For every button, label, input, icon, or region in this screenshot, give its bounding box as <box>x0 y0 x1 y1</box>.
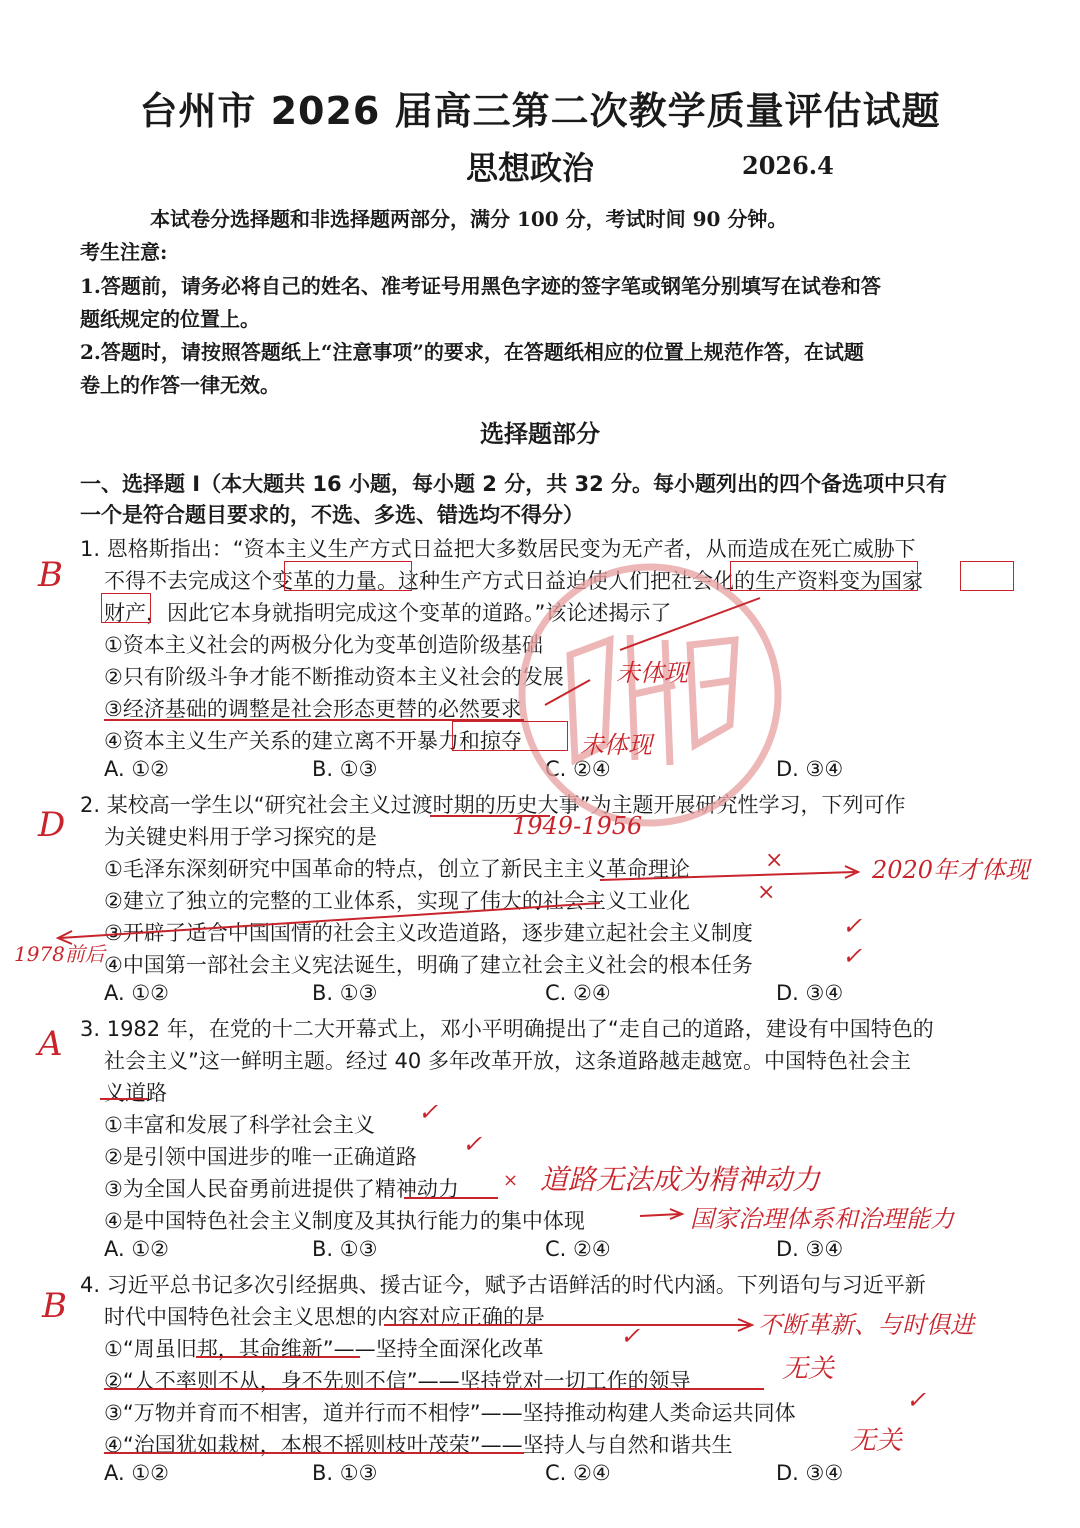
pen-box <box>284 561 412 591</box>
handwritten-note: 未体现 <box>616 659 688 687</box>
notice-1-line-2: 题纸规定的位置上。 <box>80 307 260 331</box>
handwritten-note: 1978前后 <box>14 942 105 966</box>
choice-c: C. ②④ <box>545 1461 611 1485</box>
handwritten-note: 2020年才体现 <box>872 856 1030 884</box>
statement-item: ③“万物并育而不相害，道并行而不相悖”——坚持推动构建人类命运共同体 <box>104 1401 796 1425</box>
handwritten-note: 不断革新、与时俱进 <box>758 1311 974 1339</box>
handwritten-note: 国家治理体系和治理能力 <box>690 1205 954 1233</box>
question-stem-line: 社会主义”这一鲜明主题。经过 40 多年改革开放，这条道路越走越宽。中国特色社会主 <box>104 1049 911 1073</box>
choice-c: C. ②④ <box>545 1237 611 1261</box>
pen-box <box>101 593 151 623</box>
exam-date: 2026.4 <box>742 151 834 180</box>
check-mark: ✓ <box>620 1322 641 1350</box>
statement-item: ②建立了独立的完整的工业体系，实现了伟大的社会主义工业化 <box>104 889 690 913</box>
part-heading-line-1: 一、选择题 I（本大题共 16 小题，每小题 2 分，共 32 分。每小题列出的四个备选项中只有 <box>80 472 948 496</box>
subject-title: 思想政治 <box>466 149 595 187</box>
choice-c: C. ②④ <box>545 981 611 1005</box>
section-title: 选择题部分 <box>480 420 600 448</box>
notice-label: 考生注意: <box>80 240 168 264</box>
statement-item: ②只有阶级斗争才能不断推动资本主义社会的发展 <box>104 665 564 689</box>
choice-a: A. ①② <box>104 1461 169 1485</box>
pen-underline <box>404 1197 498 1199</box>
statement-item: ①毛泽东深刻研究中国革命的特点，创立了新民主主义革命理论 <box>104 857 690 881</box>
choice-d: D. ③④ <box>776 757 844 781</box>
statement-item: ①“周虽旧邦，其命维新”——坚持全面深化改革 <box>104 1337 544 1361</box>
handwritten-answer: B <box>38 555 63 595</box>
handwritten-answer: B <box>42 1286 67 1326</box>
check-mark: ✓ <box>842 912 863 940</box>
choice-b: B. ①③ <box>312 1237 378 1261</box>
question-stem-line: 为关键史料用于学习探究的是 <box>104 825 377 849</box>
statement-item: ③开辟了适合中国国情的社会主义改造道路，逐步建立起社会主义制度 <box>104 921 753 945</box>
choice-d: D. ③④ <box>776 1461 844 1485</box>
check-mark: ✓ <box>418 1098 439 1126</box>
statement-item: ④资本主义生产关系的建立离不开暴力和掠夺 <box>104 729 522 753</box>
pen-underline <box>196 1356 360 1358</box>
statement-item: ②是引领中国进步的唯一正确道路 <box>104 1145 417 1169</box>
notice-2-line-1: 2.答题时，请按照答题纸上“注意事项”的要求，在答题纸相应的位置上规范作答，在试题 <box>80 340 864 364</box>
pen-box <box>960 561 1014 591</box>
question-stem-line: 义道路 <box>104 1081 167 1105</box>
choice-c: C. ②④ <box>545 757 611 781</box>
choice-a: A. ①② <box>104 757 169 781</box>
statement-item: ④中国第一部社会主义宪法诞生，明确了建立社会主义社会的根本任务 <box>104 953 753 977</box>
choice-d: D. ③④ <box>776 1237 844 1261</box>
choice-d: D. ③④ <box>776 981 844 1005</box>
statement-item: ④是中国特色社会主义制度及其执行能力的集中体现 <box>104 1209 585 1233</box>
pen-box <box>730 561 918 591</box>
question-stem-line: 1. 恩格斯指出：“资本主义生产方式日益把大多数居民变为无产者，从而造成在死亡威胁下 <box>80 537 916 561</box>
choice-a: A. ①② <box>104 981 169 1005</box>
check-mark: ✓ <box>462 1130 483 1158</box>
question-stem-line: 时代中国特色社会主义思想的内容对应正确的是 <box>104 1305 545 1329</box>
intro-text: 本试卷分选择题和非选择题两部分，满分 100 分，考试时间 90 分钟。 <box>150 207 788 231</box>
question-stem-line: 2. 某校高一学生以“研究社会主义过渡时期的历史大事”为主题开展研究性学习，下列可作 <box>80 793 906 817</box>
pen-underline <box>104 1452 524 1454</box>
statement-item: ②“人不率则不从，身不先则不信”——坚持党对一切工作的领导 <box>104 1369 691 1393</box>
check-mark: ✓ <box>842 942 863 970</box>
statement-item: ①丰富和发展了科学社会主义 <box>104 1113 375 1137</box>
handwritten-note: 道路无法成为精神动力 <box>540 1163 821 1196</box>
pen-box <box>452 721 568 751</box>
statement-item: ①资本主义社会的两极分化为变革创造阶级基础 <box>104 633 543 657</box>
statement-item: ③经济基础的调整是社会形态更替的必然要求 <box>104 697 522 721</box>
question-stem-line: 4. 习近平总书记多次引经据典、援古证今，赋予古语鲜活的时代内涵。下列语句与习近平新 <box>80 1273 926 1297</box>
pen-underline <box>100 1098 148 1100</box>
cross-mark: × <box>503 1170 519 1191</box>
handwritten-answer: D <box>38 805 66 845</box>
choice-a: A. ①② <box>104 1237 169 1261</box>
pen-underline <box>104 1388 764 1390</box>
part-heading-line-2: 一个是符合题目要求的，不选、多选、错选均不得分） <box>80 503 584 527</box>
check-mark: ✓ <box>906 1386 927 1414</box>
question-stem-line: 3. 1982 年，在党的十二大开幕式上，邓小平明确提出了“走自己的道路，建设有中国特色的 <box>80 1017 934 1041</box>
statement-item: ④“治国犹如栽树，本根不摇则枝叶茂荣”——坚持人与自然和谐共生 <box>104 1433 733 1457</box>
question-stem-line: 不得不去完成这个变革的力量。这种生产方式日益迫使人们把社会化的生产资料变为国家 <box>104 569 923 593</box>
cross-mark: × <box>765 848 784 873</box>
notice-1-line-1: 1.答题前，请务必将自己的姓名、准考证号用黑色字迹的签字笔或钢笔分别填写在试卷和答 <box>80 274 881 298</box>
choice-b: B. ①③ <box>312 757 378 781</box>
exam-title: 台州市 2026 届高三第二次教学质量评估试题 <box>139 89 941 133</box>
choice-b: B. ①③ <box>312 981 378 1005</box>
notice-2-line-2: 卷上的作答一律无效。 <box>80 373 280 397</box>
handwritten-note: 未体现 <box>580 731 652 759</box>
handwritten-answer: A <box>38 1024 63 1064</box>
question-stem-line: 财产，因此它本身就指明完成这个变革的道路。”该论述揭示了 <box>104 601 672 625</box>
handwritten-note: 无关 <box>782 1354 835 1384</box>
pen-underline <box>104 719 524 721</box>
statement-item: ③为全国人民奋勇前进提供了精神动力 <box>104 1177 459 1201</box>
choice-b: B. ①③ <box>312 1461 378 1485</box>
cross-mark: × <box>757 880 776 905</box>
handwritten-note: 无关 <box>850 1426 903 1456</box>
handwritten-note: 1949-1956 <box>512 812 643 840</box>
